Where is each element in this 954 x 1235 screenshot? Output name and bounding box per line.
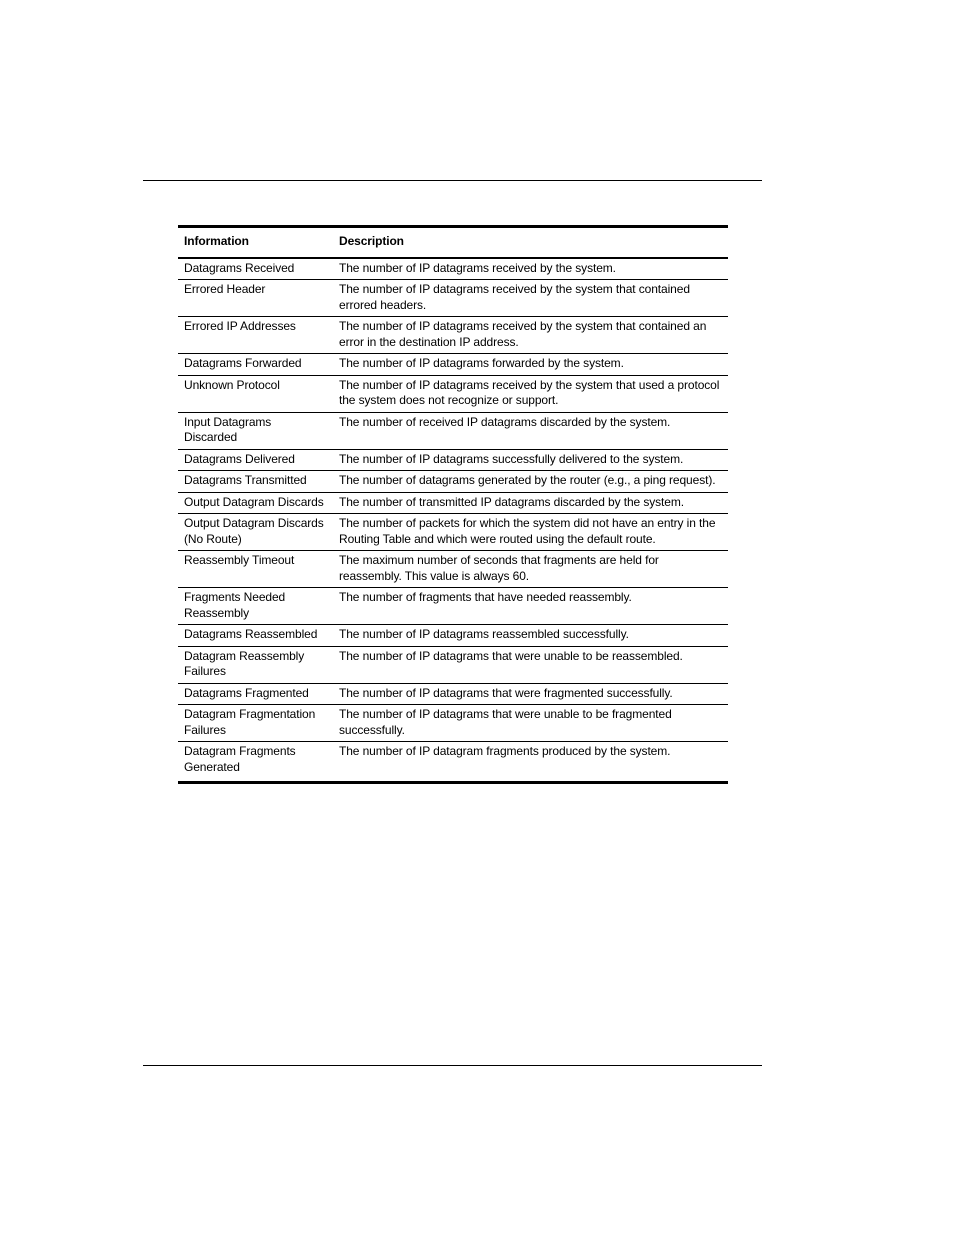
cell-description: The maximum number of seconds that fragments are held for reassembly. This value is always 60.	[339, 553, 659, 583]
table-row	[178, 375, 728, 412]
cell-information: Errored IP Addresses	[184, 319, 296, 333]
ip-statistics-table-container	[178, 225, 728, 784]
cell-information: Datagrams Reassembled	[184, 627, 318, 641]
cell-information: Errored Header	[184, 282, 266, 296]
cell-information: Datagram Reassembly Failures	[184, 648, 305, 678]
cell-description: The number of transmitted IP datagrams discarded by the system.	[339, 494, 684, 509]
table-row	[178, 471, 728, 493]
cell-information: Datagrams Received	[184, 260, 295, 275]
table-row	[178, 742, 728, 783]
cell-description: The number of IP datagrams reassembled successfully.	[339, 627, 629, 641]
table-row	[178, 588, 728, 625]
table-row	[178, 705, 728, 742]
cell-description: The number of received IP datagrams discarded by the system.	[339, 414, 671, 429]
table-row	[178, 258, 728, 280]
cell-description: The number of IP datagrams forwarded by the system.	[339, 356, 624, 370]
cell-information: Fragments Needed Reassembly	[184, 590, 286, 620]
table-row	[178, 492, 728, 514]
cell-description: The number of IP datagrams received by the system.	[339, 260, 616, 275]
cell-information: Datagrams Fragmented	[184, 685, 309, 700]
cell-description: The number of IP datagrams received by the system that contained errored headers.	[339, 282, 690, 312]
cell-description: The number of datagrams generated by the router (e.g., a ping request).	[339, 473, 716, 487]
cell-description: The number of packets for which the system did not have an entry in the Routing Table and which were routed using the default route.	[339, 516, 716, 546]
table-row	[178, 683, 728, 705]
cell-description: The number of IP datagrams that were unable to be fragmented successfully.	[339, 707, 672, 737]
cell-description: The number of IP datagrams received by the system that contained an error in the destination IP address.	[339, 319, 707, 349]
cell-information: Datagrams Transmitted	[184, 473, 307, 487]
column-header-description: Description	[339, 234, 404, 248]
cell-description: The number of IP datagrams received by the system that used a protocol the system does not recognize or support.	[339, 377, 720, 407]
table-row	[178, 449, 728, 471]
cell-description: The number of IP datagrams successfully delivered to the system.	[339, 451, 684, 466]
cell-information: Datagrams Delivered	[184, 451, 295, 466]
table-row	[178, 412, 728, 449]
header-rule	[143, 180, 762, 181]
table-header-row	[178, 227, 728, 258]
ip-statistics-table	[178, 225, 728, 784]
cell-information: Output Datagram Discards (No Route)	[184, 516, 324, 546]
cell-information: Datagrams Forwarded	[184, 356, 302, 370]
table-row	[178, 646, 728, 683]
table-body	[178, 258, 728, 783]
table-row	[178, 280, 728, 317]
cell-information: Datagram Fragments Generated	[184, 744, 296, 774]
table-header	[178, 227, 728, 258]
cell-description: The number of IP datagrams that were fragmented successfully.	[339, 685, 673, 700]
footer-rule	[143, 1065, 762, 1066]
cell-information: Input Datagrams Discarded	[184, 414, 272, 444]
column-header-information: Information	[184, 234, 249, 248]
cell-description: The number of IP datagram fragments produced by the system.	[339, 744, 671, 758]
table-row	[178, 625, 728, 647]
cell-information: Datagram Fragmentation Failures	[184, 707, 316, 737]
table-row	[178, 514, 728, 551]
cell-information: Reassembly Timeout	[184, 553, 295, 567]
cell-description: The number of IP datagrams that were unable to be reassembled.	[339, 648, 683, 663]
cell-description: The number of fragments that have needed reassembly.	[339, 590, 632, 604]
table-row	[178, 551, 728, 588]
table-row	[178, 317, 728, 354]
table-row	[178, 354, 728, 376]
cell-information: Unknown Protocol	[184, 377, 280, 392]
cell-information: Output Datagram Discards	[184, 494, 324, 509]
